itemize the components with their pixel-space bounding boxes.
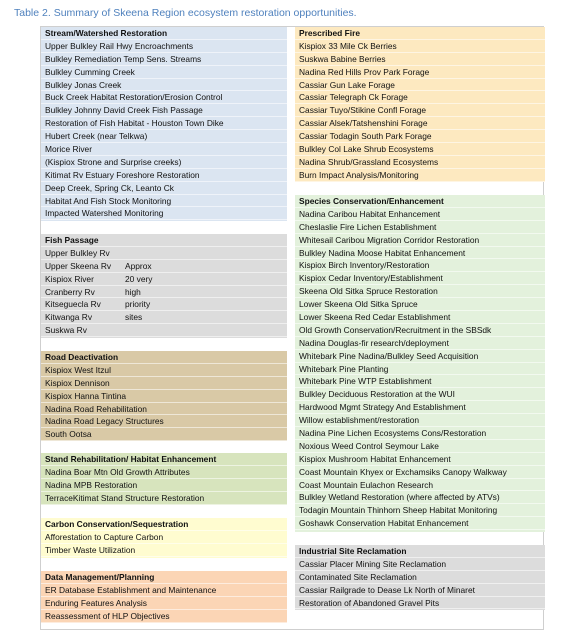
list-item: Buck Creek Habitat Restoration/Erosion Control xyxy=(41,91,287,104)
list-item: Cassiar Alsek/Tatshenshini Forage xyxy=(295,117,545,130)
list-item: Skeena Old Sitka Spruce Restoration xyxy=(295,285,545,298)
list-item: TerraceKitimat Stand Structure Restoration xyxy=(41,492,287,505)
list-item: Bulkley Nadina Moose Habitat Enhancement xyxy=(295,247,545,260)
list-item: Nadina Boar Mtn Old Growth Attributes xyxy=(41,466,287,479)
list-item: Afforestation to Capture Carbon xyxy=(41,531,287,544)
section-title: Fish Passage xyxy=(41,234,287,247)
list-item: Whitesail Caribou Migration Corridor Restoration xyxy=(295,234,545,247)
list-item: Habitat And Fish Stock Monitoring xyxy=(41,195,287,208)
list-item: South Ootsa xyxy=(41,428,287,441)
list-item xyxy=(41,247,287,260)
section-data-management xyxy=(41,571,287,623)
list-item: Nadina Caribou Habitat Enhancement xyxy=(295,208,545,221)
list-item: Coast Mountain Khyex or Exchamsiks Canopy Walkway xyxy=(295,466,545,479)
list-item: Noxious Weed Control Seymour Lake xyxy=(295,440,545,453)
list-item: Kispiox Cedar Inventory/Establishment xyxy=(295,272,545,285)
section-carbon-conservation xyxy=(41,518,287,558)
list-item xyxy=(41,324,287,337)
list-item: Bulkley Wetland Restoration (where affected by ATVs) xyxy=(295,491,545,504)
section-title: Stand Rehabilitation/ Habitat Enhancement xyxy=(41,453,287,466)
list-item: Suskwa Babine Berries xyxy=(295,53,545,66)
list-item: Cassiar Tuyo/Stikine Confl Forage xyxy=(295,104,545,117)
list-item: Kispiox Dennison xyxy=(41,377,287,390)
fish-site-note xyxy=(117,247,125,259)
list-item: Coast Mountain Eulachon Research xyxy=(295,479,545,492)
list-item: Nadina MPB Restoration xyxy=(41,479,287,492)
list-item: Cassiar Gun Lake Forage xyxy=(295,79,545,92)
list-item: (Kispiox Strone and Surprise creeks) xyxy=(41,156,287,169)
list-item: Hardwood Mgmt Strategy And Establishment xyxy=(295,401,545,414)
list-item: Bulkley Col Lake Shrub Ecosystems xyxy=(295,143,545,156)
list-item: Nadina Red Hills Prov Park Forage xyxy=(295,66,545,79)
fish-site-name: Kitseguecla Rv xyxy=(45,299,101,310)
fish-site-name: Upper Skeena Rv xyxy=(45,260,112,271)
list-item xyxy=(41,298,287,311)
section-title: Data Management/Planning xyxy=(41,571,287,584)
fish-site-note: 20 very xyxy=(125,273,153,284)
fish-site-note xyxy=(117,324,125,336)
list-item: ER Database Establishment and Maintenance xyxy=(41,584,287,597)
fish-site-name: Kitwanga Rv xyxy=(45,312,93,323)
section-road-deactivation xyxy=(41,351,287,441)
list-item: Bulkley Cumming Creek xyxy=(41,66,287,79)
list-item: Kispiox Mushroom Habitat Enhancement xyxy=(295,453,545,466)
section-title: Road Deactivation xyxy=(41,351,287,364)
list-item: Burn Impact Analysis/Monitoring xyxy=(295,169,545,182)
list-item: Kitimat Rv Estuary Foreshore Restoration xyxy=(41,169,287,182)
section-fish-passage xyxy=(41,234,287,338)
list-item: Bulkley Remediation Temp Sens. Streams xyxy=(41,53,287,66)
list-item: Cassiar Railgrade to Dease Lk North of Minaret xyxy=(295,584,545,597)
list-item: Kispiox 33 Mile Ck Berries xyxy=(295,40,545,53)
list-item: Cheslaslie Fire Lichen Establishment xyxy=(295,221,545,234)
fish-site-note: Approx xyxy=(125,260,152,271)
list-item: Lower Skeena Old Sitka Spruce xyxy=(295,298,545,311)
fish-site-note: high xyxy=(125,286,141,297)
fish-site-name: Upper Bulkley Rv xyxy=(45,247,110,258)
list-item xyxy=(41,311,287,324)
list-item: Reassessment of HLP Objectives xyxy=(41,610,287,623)
list-item xyxy=(41,273,287,286)
section-stand-rehabilitation xyxy=(41,453,287,505)
section-industrial-reclamation xyxy=(295,545,545,610)
list-item: Cassiar Placer Mining Site Reclamation xyxy=(295,558,545,571)
list-item: Old Growth Conservation/Recruitment in the SBSdk xyxy=(295,324,545,337)
list-item: Kispiox Birch Inventory/Restoration xyxy=(295,259,545,272)
list-item: Nadina Shrub/Grassland Ecosystems xyxy=(295,156,545,169)
fish-site-name: Kispiox River xyxy=(45,273,94,284)
list-item: Restoration of Fish Habitat - Houston Town Dike xyxy=(41,117,287,130)
section-title: Species Conservation/Enhancement xyxy=(295,195,545,208)
fish-site-name: Suskwa Rv xyxy=(45,325,87,336)
section-title: Stream/Watershed Restoration xyxy=(41,27,287,40)
section-stream-watershed xyxy=(41,27,287,221)
section-prescribed-fire xyxy=(295,27,545,182)
section-species-conservation xyxy=(295,195,545,532)
list-item: Willow establishment/restoration xyxy=(295,414,545,427)
list-item: Bulkley Deciduous Restoration at the WUI xyxy=(295,388,545,401)
list-item: Restoration of Abandoned Gravel Pits xyxy=(295,597,545,610)
list-item: Nadina Pine Lichen Ecosystems Cons/Restoration xyxy=(295,427,545,440)
list-item: Goshawk Conservation Habitat Enhancement xyxy=(295,517,545,530)
list-item: Whitebark Pine Planting xyxy=(295,363,545,376)
list-item xyxy=(41,286,287,299)
list-item: Nadina Douglas-fir research/deployment xyxy=(295,337,545,350)
list-item: Kispiox West Itzul xyxy=(41,364,287,377)
list-item: Impacted Watershed Monitoring xyxy=(41,207,287,220)
list-item: Lower Skeena Red Cedar Establishment xyxy=(295,311,545,324)
list-item: Timber Waste Utilization xyxy=(41,544,287,557)
table-caption: Table 2. Summary of Skeena Region ecosystem restoration opportunities. xyxy=(14,7,357,19)
list-item: Morice River xyxy=(41,143,287,156)
list-item: Nadina Road Legacy Structures xyxy=(41,415,287,428)
list-item xyxy=(41,260,287,273)
list-item: Nadina Road Rehabilitation xyxy=(41,403,287,416)
list-item: Todagin Mountain Thinhorn Sheep Habitat Monitoring xyxy=(295,504,545,517)
list-item: Bulkley Jonas Creek xyxy=(41,79,287,92)
section-title: Industrial Site Reclamation xyxy=(295,545,545,558)
section-title: Carbon Conservation/Sequestration xyxy=(41,518,287,531)
restoration-table xyxy=(40,26,544,630)
list-item: Hubert Creek (near Telkwa) xyxy=(41,130,287,143)
list-item: Upper Bulkley Rail Hwy Encroachments xyxy=(41,40,287,53)
list-item: Deep Creek, Spring Ck, Leanto Ck xyxy=(41,182,287,195)
list-item: Contaminated Site Reclamation xyxy=(295,571,545,584)
list-item: Cassiar Todagin South Park Forage xyxy=(295,130,545,143)
list-item: Whitebark Pine Nadina/Bulkley Seed Acquisition xyxy=(295,350,545,363)
list-item: Cassiar Telegraph Ck Forage xyxy=(295,91,545,104)
fish-site-name: Cranberry Rv xyxy=(45,286,95,297)
list-item: Enduring Features Analysis xyxy=(41,597,287,610)
fish-site-note: sites xyxy=(125,312,143,323)
list-item: Kispiox Hanna Tintina xyxy=(41,390,287,403)
fish-site-note: priority xyxy=(125,299,151,310)
list-item: Bulkley Johnny David Creek Fish Passage xyxy=(41,104,287,117)
section-title: Prescribed Fire xyxy=(295,27,545,40)
list-item: Whitebark Pine WTP Establishment xyxy=(295,375,545,388)
